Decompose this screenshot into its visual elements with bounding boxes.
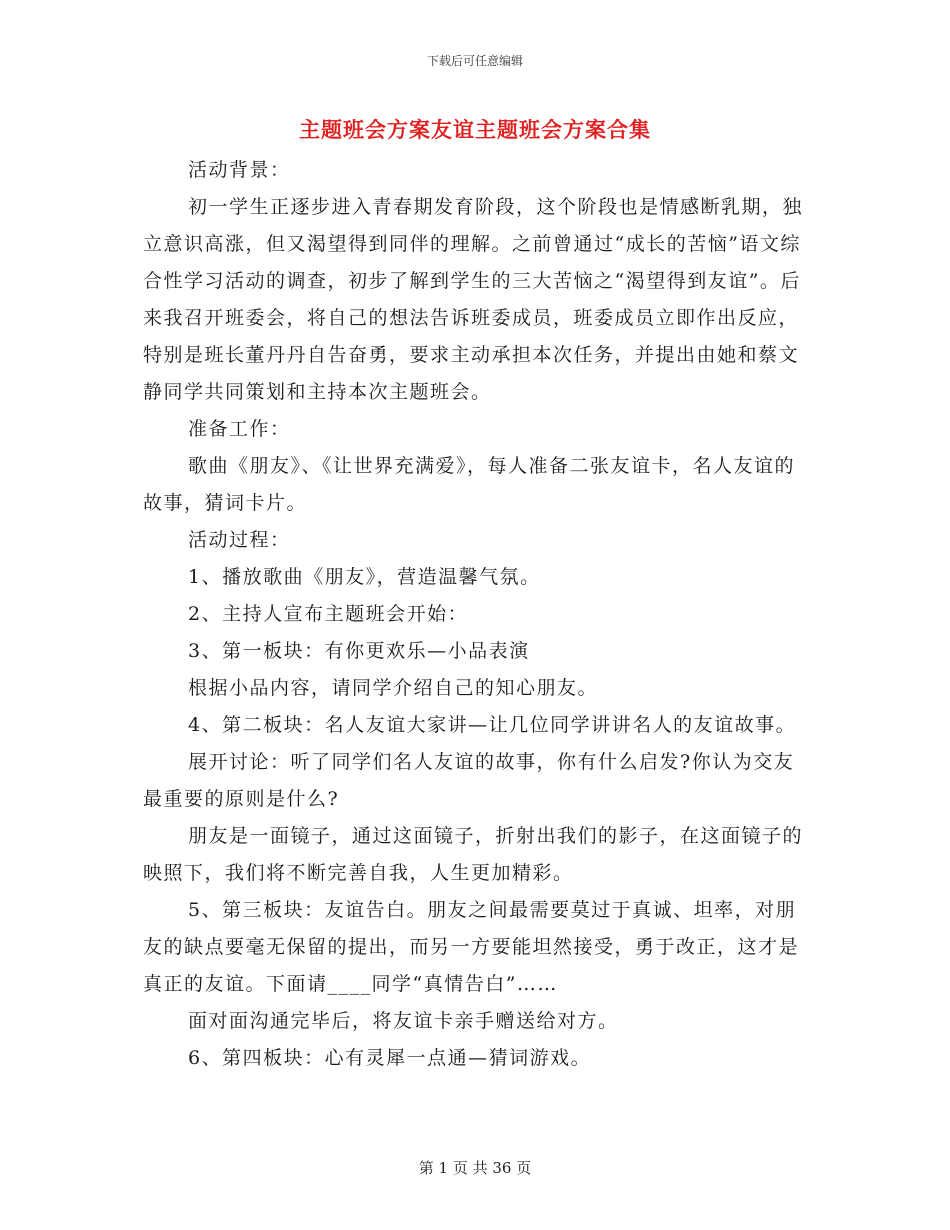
list-item: 3、第一板块：有你更欢乐—小品表演 — [188, 640, 530, 662]
paragraph: 活动过程： — [188, 529, 291, 551]
paragraph: 歌曲《朋友》、《让世界充满爱》，每人准备二张友谊卡，名人友谊的故事，猜词卡片。 — [143, 455, 796, 514]
paragraph: 面对面沟通完毕后，将友谊卡亲手赠送给对方。 — [188, 1010, 619, 1032]
document-title: 主题班会方案友谊主题班会方案合集 — [299, 118, 651, 142]
header-note: 下载后可任意编辑 — [426, 54, 523, 68]
list-item: 1、播放歌曲《朋友》，营造温馨气氛。 — [188, 566, 541, 588]
paragraph: 朋友是一面镜子，通过这面镜子，折射出我们的影子，在这面镜子的映照下，我们将不断完善自我，人生更加精彩。 — [143, 825, 804, 884]
paragraph: 初一学生正逐步进入青春期发育阶段，这个阶段也是情感断乳期，独立意识高涨，但又渴望得到同伴的理解。之前曾通过“成长的苦恼”语文综合性学习活动的调查，初步了解到学生的三大苦恼之“渴望得到友谊”。后来我召开班委会，将自己的想法告诉班委成员，班委成员立即作出反应，特别是班长董丹丹自告奋勇，要求主动承担本次任务，并提出由她和蔡文静同学共同策划和主持本次主题班会。 — [143, 196, 804, 403]
list-item: 6、第四板块：心有灵犀一点通—猜词游戏。 — [188, 1047, 592, 1069]
paragraph: 展开讨论：听了同学们名人友谊的故事，你有什么启发?你认为交友最重要的原则是什么? — [143, 751, 795, 810]
list-item: 4、第二板块：名人友谊大家讲—让几位同学讲讲名人的友谊故事。 — [188, 714, 797, 736]
paragraph: 准备工作： — [188, 418, 291, 440]
paragraph: 活动背景： — [188, 159, 291, 181]
list-item: 2、主持人宣布主题班会开始： — [188, 603, 469, 625]
document-body — [143, 152, 813, 1077]
paragraph: 根据小品内容，请同学介绍自己的知心朋友。 — [188, 677, 599, 699]
page-number: 第 1 页 共 36 页 — [418, 1159, 532, 1177]
list-item: 5、第三板块：友谊告白。朋友之间最需要莫过于真诚、坦率，对朋友的缺点要毫无保留的提出，而另一方要能坦然接受，勇于改正，这才是真正的友谊。下面请____同学“真情告白”…… — [143, 899, 800, 995]
